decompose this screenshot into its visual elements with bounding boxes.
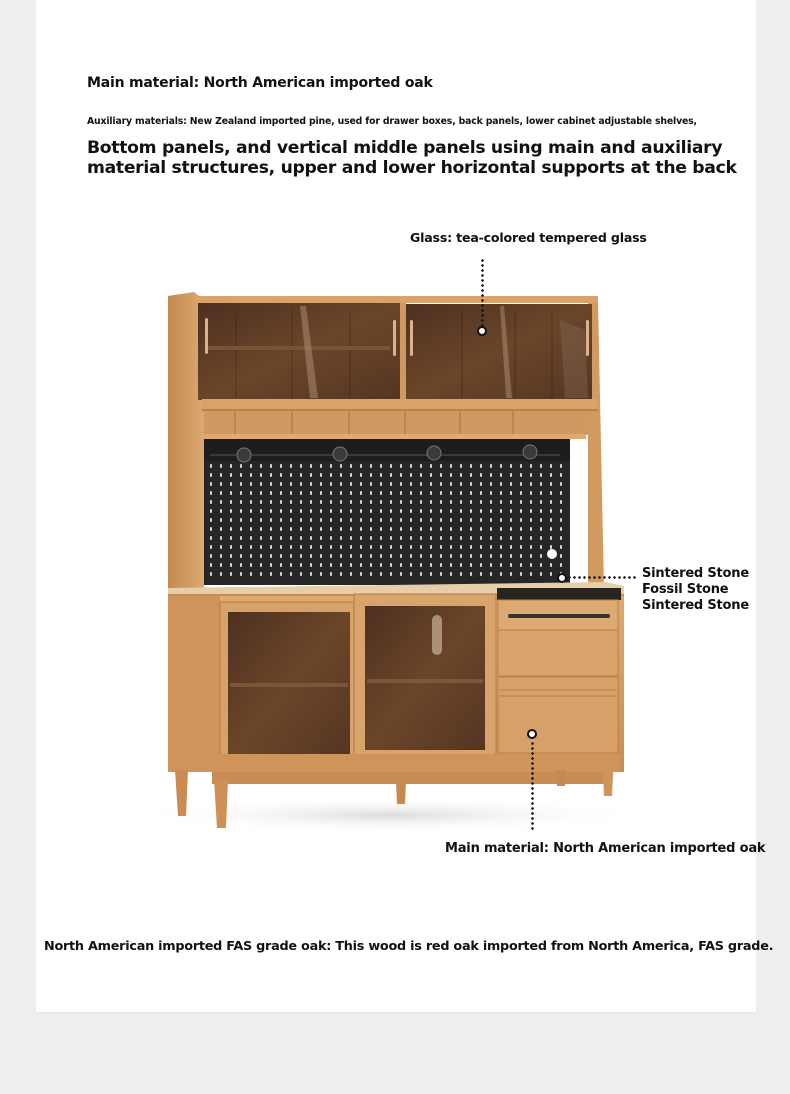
- stone-layer-middle: Fossil Stone: [642, 582, 729, 597]
- auxiliary-materials-text: Auxiliary materials: New Zealand imported pine, used for drawer boxes, back panels, lower cabinet adjustable shelves,: [87, 116, 697, 127]
- glass-callout-label: Glass: tea-colored tempered glass: [410, 230, 647, 245]
- main-material-callout-leader: [531, 741, 534, 831]
- fas-grade-note: North American imported FAS grade oak: This wood is red oak imported from North America, FAS grade.: [44, 939, 774, 954]
- glass-callout-leader: [481, 258, 484, 326]
- stone-layer-top: Sintered Stone: [642, 566, 749, 581]
- structure-line-1: Bottom panels, and vertical middle panels using main and auxiliary: [87, 138, 723, 158]
- stone-layer-bottom: Sintered Stone: [642, 598, 749, 613]
- stone-callout-leader: [567, 576, 637, 579]
- main-material-callout-marker: [527, 729, 537, 739]
- main-material-callout-label: Main material: North American imported oak: [445, 841, 766, 856]
- structure-line-2: material structures, upper and lower horizontal supports at the back: [87, 158, 737, 178]
- main-material-heading: Main material: North American imported oak: [87, 75, 433, 91]
- stone-callout-marker: [557, 573, 567, 583]
- stone-callout-label: [642, 566, 749, 614]
- glass-callout-marker: [477, 326, 487, 336]
